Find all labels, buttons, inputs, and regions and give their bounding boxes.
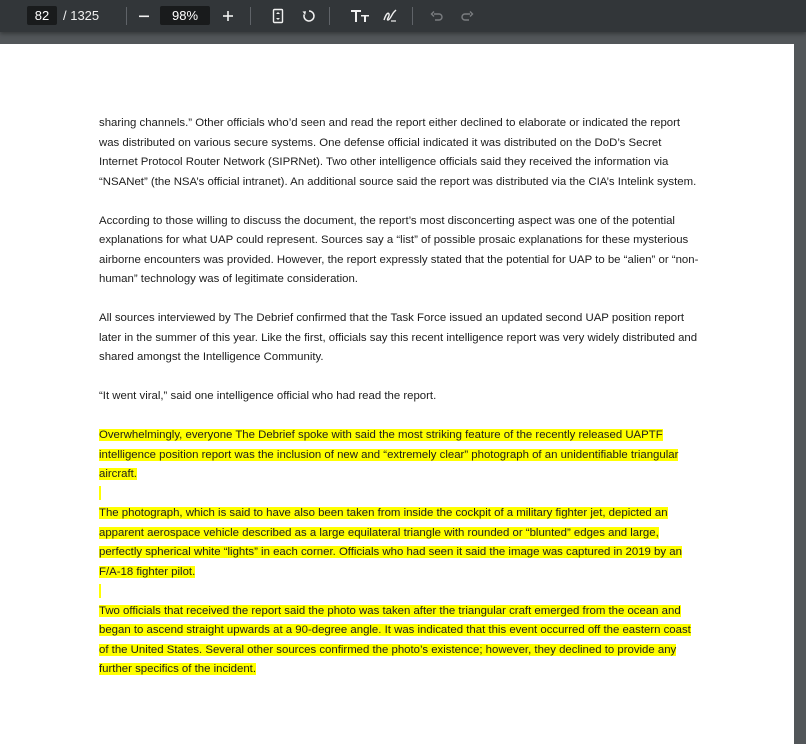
minus-icon [137, 9, 151, 23]
paragraph: sharing channels.” Other officials who’d seen and read the report either declined to elaborate or indicated the report was distributed on various secure systems. One defense official indicated it was distributed on the DoD’s Secret Internet Protocol Router Network (SIPRNet). Two other intelligence officials said they received the information via “NSANet” (the NSA’s official intranet). An additional source said the report was distributed via the CIA’s Intelink system. [99, 117, 697, 188]
text-size-button[interactable] [347, 4, 373, 28]
redo-button[interactable] [455, 4, 479, 28]
highlighted-text: The photograph, which is said to have also been taken from inside the cockpit of a military fighter jet, depicted an apparent aerospace vehicle described as a large equilateral triangle with rounded or “blunted” edges and large, perfectly spherical white “lights” in each corner. Officials who had seen it said the image was captured in 2019 by an F/A-18 fighter pilot. [99, 507, 682, 578]
rotate-icon [301, 8, 317, 24]
toolbar-divider [329, 7, 330, 25]
fit-page-button[interactable] [266, 4, 290, 28]
zoom-out-button[interactable] [132, 4, 156, 28]
toolbar-divider [412, 7, 413, 25]
page-number-input[interactable] [27, 6, 57, 25]
undo-icon [430, 9, 444, 23]
redo-icon [460, 9, 474, 23]
highlighted-text: Overwhelmingly, everyone The Debrief spoke with said the most striking feature of the recently released UAPTF intelligence position report was the inclusion of new and “extremely clear” photograph of an unidentifiable triangular aircraft. [99, 429, 679, 480]
highlight-gap [99, 582, 699, 602]
toolbar-divider [250, 7, 251, 25]
highlighted-paragraph [99, 602, 699, 680]
paragraph: “It went viral,” said one intelligence official who had read the report. [99, 390, 437, 402]
plus-icon [221, 9, 235, 23]
highlighted-text: Two officials that received the report said the photo was taken after the triangular craft emerged from the ocean and began to ascend straight upwards at a 90-degree angle. It was indicated that this event occurred off the eastern coast of the United States. Several other sources confirmed the photo’s existence; however, they declined to provide any further specifics of the incident. [99, 604, 691, 675]
zoom-in-button[interactable] [216, 4, 240, 28]
highlighted-paragraph [99, 504, 699, 582]
highlighted-paragraph [99, 426, 699, 485]
pdf-page [0, 44, 794, 744]
zoom-input[interactable] [160, 6, 210, 25]
text-size-icon [350, 8, 370, 24]
pdf-toolbar [0, 0, 806, 32]
paragraph: All sources interviewed by The Debrief confirmed that the Task Force issued an updated second UAP position report later in the summer of this year. Like the first, officials say this recent intelligence report was very widely distributed and shared amongst the Intelligence Community. [99, 312, 698, 363]
document-viewer [0, 32, 806, 713]
rotate-button[interactable] [297, 4, 321, 28]
undo-button[interactable] [425, 4, 449, 28]
fit-to-page-icon [270, 8, 286, 24]
draw-button[interactable] [378, 4, 402, 28]
highlight-gap [99, 485, 699, 505]
pen-icon [382, 8, 398, 24]
toolbar-divider [126, 7, 127, 25]
vertical-scrollbar[interactable] [794, 32, 806, 713]
paragraph: According to those willing to discuss the document, the report’s most disconcerting aspect was one of the potential explanations for what UAP could represent. Sources say a “list” of possible prosaic explanations for these mysterious airborne encounters was provided. However, the report expressly stated that the potential for UAP to be “alien” or “non-human” technology was of legitimate consideration. [99, 214, 699, 285]
page-text [99, 114, 699, 680]
page-total: / 1325 [63, 8, 100, 23]
